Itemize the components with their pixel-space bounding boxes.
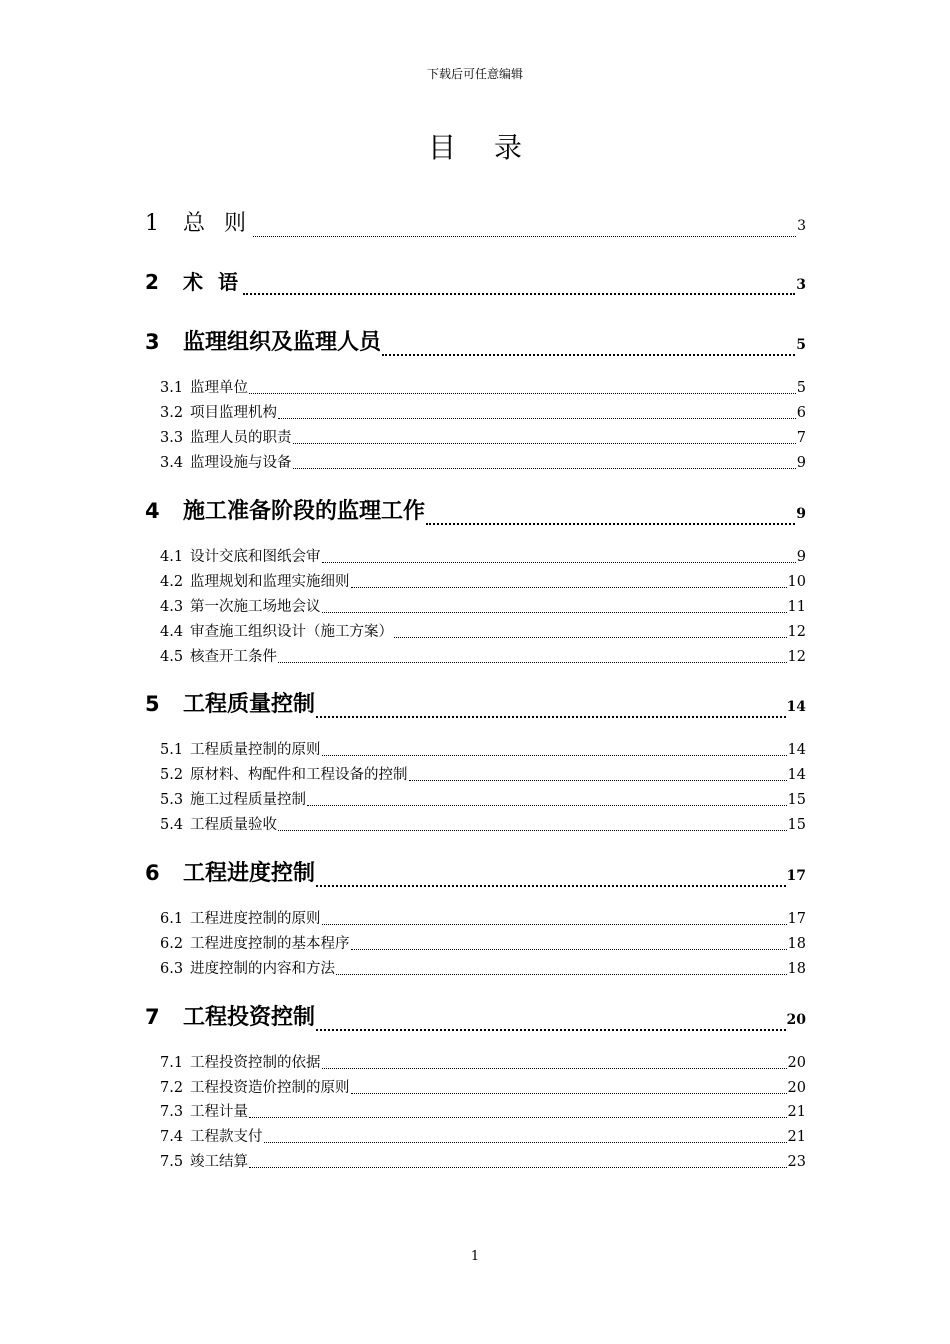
toc-number: 7.1 bbox=[160, 1055, 184, 1071]
dot-leader bbox=[293, 442, 796, 444]
toc-page: 11 bbox=[787, 599, 806, 615]
toc-number: 5 bbox=[145, 692, 160, 716]
toc-page: 21 bbox=[787, 1129, 806, 1145]
dot-leader bbox=[264, 1141, 787, 1143]
toc-number: 4 bbox=[145, 499, 160, 523]
toc-text: 工程投资控制的依据 bbox=[190, 1055, 321, 1071]
toc-number: 4.4 bbox=[160, 624, 184, 640]
toc-text: 工程进度控制 bbox=[183, 861, 316, 886]
dot-leader bbox=[316, 715, 786, 718]
toc-entry-4-2[interactable] bbox=[160, 572, 806, 592]
toc-text: 工程质量验收 bbox=[190, 817, 277, 833]
toc-number: 4.1 bbox=[160, 549, 184, 565]
toc-text: 监理规划和监理实施细则 bbox=[190, 574, 350, 590]
toc-text: 工程质量控制的原则 bbox=[190, 742, 321, 758]
toc-entry-4-1[interactable] bbox=[160, 547, 806, 567]
dot-leader bbox=[322, 1067, 787, 1069]
toc-page: 10 bbox=[787, 574, 806, 590]
dot-leader bbox=[336, 973, 787, 975]
dot-leader bbox=[307, 804, 787, 806]
toc-text: 工程质量控制 bbox=[183, 692, 316, 717]
toc-entry-6[interactable] bbox=[145, 858, 806, 891]
dot-leader bbox=[382, 353, 795, 356]
toc-entry-3-1[interactable] bbox=[160, 378, 806, 398]
toc-page: 9 bbox=[796, 549, 806, 565]
toc-entry-4-3[interactable] bbox=[160, 597, 806, 617]
toc-text: 监理单位 bbox=[190, 380, 248, 396]
dot-leader bbox=[249, 1116, 787, 1118]
toc-page: 14 bbox=[786, 699, 806, 715]
toc-number: 6.2 bbox=[160, 936, 184, 952]
toc-page: 15 bbox=[787, 817, 806, 833]
toc-number: 5.3 bbox=[160, 792, 184, 808]
toc-entry-3-3[interactable] bbox=[160, 428, 806, 448]
toc-page: 20 bbox=[786, 1012, 806, 1028]
toc-entry-1[interactable] bbox=[145, 209, 806, 241]
toc-page: 17 bbox=[787, 911, 806, 927]
toc-text: 术 语 bbox=[183, 270, 242, 294]
toc-text: 工程投资控制 bbox=[183, 1005, 316, 1030]
toc-text: 项目监理机构 bbox=[190, 405, 277, 421]
toc-page: 12 bbox=[787, 649, 806, 665]
toc-page: 3 bbox=[797, 218, 806, 234]
toc-number: 6.3 bbox=[160, 961, 184, 977]
toc-number: 6 bbox=[145, 861, 160, 885]
dot-leader bbox=[426, 522, 795, 525]
toc-page: 9 bbox=[796, 506, 806, 522]
toc-page: 20 bbox=[787, 1080, 806, 1096]
toc-entry-5-1[interactable] bbox=[160, 740, 806, 760]
toc-entry-3[interactable] bbox=[145, 327, 806, 360]
toc-page: 5 bbox=[796, 337, 806, 353]
toc-entry-5-3[interactable] bbox=[160, 790, 806, 810]
toc-number: 5.4 bbox=[160, 817, 184, 833]
toc-entry-7-1[interactable] bbox=[160, 1053, 806, 1073]
toc-entry-7-4[interactable] bbox=[160, 1127, 806, 1147]
dot-leader bbox=[351, 1092, 787, 1094]
toc-page: 17 bbox=[786, 868, 806, 884]
toc-page: 3 bbox=[796, 277, 806, 293]
toc-text: 竣工结算 bbox=[190, 1154, 248, 1170]
toc-entry-7[interactable] bbox=[145, 1002, 806, 1035]
toc-text: 核查开工条件 bbox=[190, 649, 277, 665]
dot-leader bbox=[249, 1166, 787, 1168]
toc-page: 21 bbox=[787, 1104, 806, 1120]
toc-entry-3-4[interactable] bbox=[160, 453, 806, 473]
toc-page: 15 bbox=[787, 792, 806, 808]
toc-number: 4.3 bbox=[160, 599, 184, 615]
toc-number: 4.5 bbox=[160, 649, 184, 665]
dot-leader bbox=[351, 586, 787, 588]
toc-text: 监理设施与设备 bbox=[190, 455, 292, 471]
toc-number: 6.1 bbox=[160, 911, 184, 927]
dot-leader bbox=[316, 1028, 786, 1031]
dot-leader bbox=[249, 392, 796, 394]
toc-page: 14 bbox=[787, 742, 806, 758]
toc-number: 5.2 bbox=[160, 767, 184, 783]
dot-leader bbox=[394, 636, 787, 638]
page-header: 下载后可任意编辑 bbox=[426, 67, 523, 81]
dot-leader bbox=[322, 754, 787, 756]
toc-entry-5[interactable] bbox=[145, 689, 806, 722]
toc-entry-7-2[interactable] bbox=[160, 1078, 806, 1098]
toc-entry-5-2[interactable] bbox=[160, 765, 806, 785]
toc-entry-5-4[interactable] bbox=[160, 815, 806, 835]
toc-number: 2 bbox=[145, 270, 159, 294]
toc-text: 工程进度控制的原则 bbox=[190, 911, 321, 927]
toc-text: 第一次施工场地会议 bbox=[190, 599, 321, 615]
dot-leader bbox=[253, 235, 796, 237]
toc-page: 6 bbox=[796, 405, 806, 421]
toc-number: 7.4 bbox=[160, 1129, 184, 1145]
toc-text: 工程投资造价控制的原则 bbox=[190, 1080, 350, 1096]
page-number: 1 bbox=[470, 1249, 480, 1264]
toc-page: 5 bbox=[796, 380, 806, 396]
dot-leader bbox=[278, 829, 787, 831]
toc-text: 工程款支付 bbox=[190, 1129, 263, 1145]
toc-entry-7-3[interactable] bbox=[160, 1102, 806, 1122]
dot-leader bbox=[278, 417, 796, 419]
dot-leader bbox=[351, 948, 787, 950]
toc-number: 7.5 bbox=[160, 1154, 184, 1170]
toc-page: 18 bbox=[787, 961, 806, 977]
toc-entry-2[interactable] bbox=[145, 268, 806, 299]
toc-number: 3.2 bbox=[160, 405, 184, 421]
toc-text: 施工过程质量控制 bbox=[190, 792, 306, 808]
toc-number: 3.1 bbox=[160, 380, 184, 396]
dot-leader bbox=[409, 779, 787, 781]
toc-text: 工程进度控制的基本程序 bbox=[190, 936, 350, 952]
dot-leader bbox=[293, 467, 796, 469]
toc-entry-4-4[interactable] bbox=[160, 622, 806, 642]
toc-text: 进度控制的内容和方法 bbox=[190, 961, 335, 977]
toc-number: 5.1 bbox=[160, 742, 184, 758]
toc-text: 总 则 bbox=[183, 211, 252, 236]
toc-page: 7 bbox=[796, 430, 806, 446]
toc-entry-3-2[interactable] bbox=[160, 403, 806, 423]
toc-text: 监理组织及监理人员 bbox=[183, 330, 382, 355]
dot-leader bbox=[322, 561, 796, 563]
toc-entry-6-1[interactable] bbox=[160, 909, 806, 929]
toc-page: 20 bbox=[787, 1055, 806, 1071]
toc-number: 4.2 bbox=[160, 574, 184, 590]
toc-entry-6-2[interactable] bbox=[160, 934, 806, 954]
dot-leader bbox=[322, 923, 787, 925]
dot-leader bbox=[278, 661, 787, 663]
toc-title: 目录 bbox=[427, 131, 560, 164]
toc-text: 设计交底和图纸会审 bbox=[190, 549, 321, 565]
toc-text: 原材料、构配件和工程设备的控制 bbox=[190, 767, 408, 783]
toc-entry-4-5[interactable] bbox=[160, 647, 806, 667]
toc-page: 18 bbox=[787, 936, 806, 952]
toc-entry-7-5[interactable] bbox=[160, 1152, 806, 1172]
toc-page: 23 bbox=[787, 1154, 806, 1170]
toc-number: 3 bbox=[145, 330, 160, 354]
toc-page: 14 bbox=[787, 767, 806, 783]
dot-leader bbox=[243, 292, 795, 295]
toc-text: 监理人员的职责 bbox=[190, 430, 292, 446]
toc-number: 7.2 bbox=[160, 1080, 184, 1096]
toc-number: 7 bbox=[145, 1005, 160, 1029]
toc-text: 施工准备阶段的监理工作 bbox=[183, 499, 426, 524]
toc-entry-6-3[interactable] bbox=[160, 959, 806, 979]
toc-page: 12 bbox=[787, 624, 806, 640]
dot-leader bbox=[322, 611, 787, 613]
toc-text: 工程计量 bbox=[190, 1104, 248, 1120]
toc-number: 7.3 bbox=[160, 1104, 184, 1120]
toc-number: 3.3 bbox=[160, 430, 184, 446]
dot-leader bbox=[316, 884, 786, 887]
toc-page: 9 bbox=[796, 455, 806, 471]
toc-text: 审查施工组织设计（施工方案） bbox=[190, 624, 393, 640]
toc-number: 1 bbox=[145, 211, 159, 236]
toc-entry-4[interactable] bbox=[145, 496, 806, 529]
toc-number: 3.4 bbox=[160, 455, 184, 471]
